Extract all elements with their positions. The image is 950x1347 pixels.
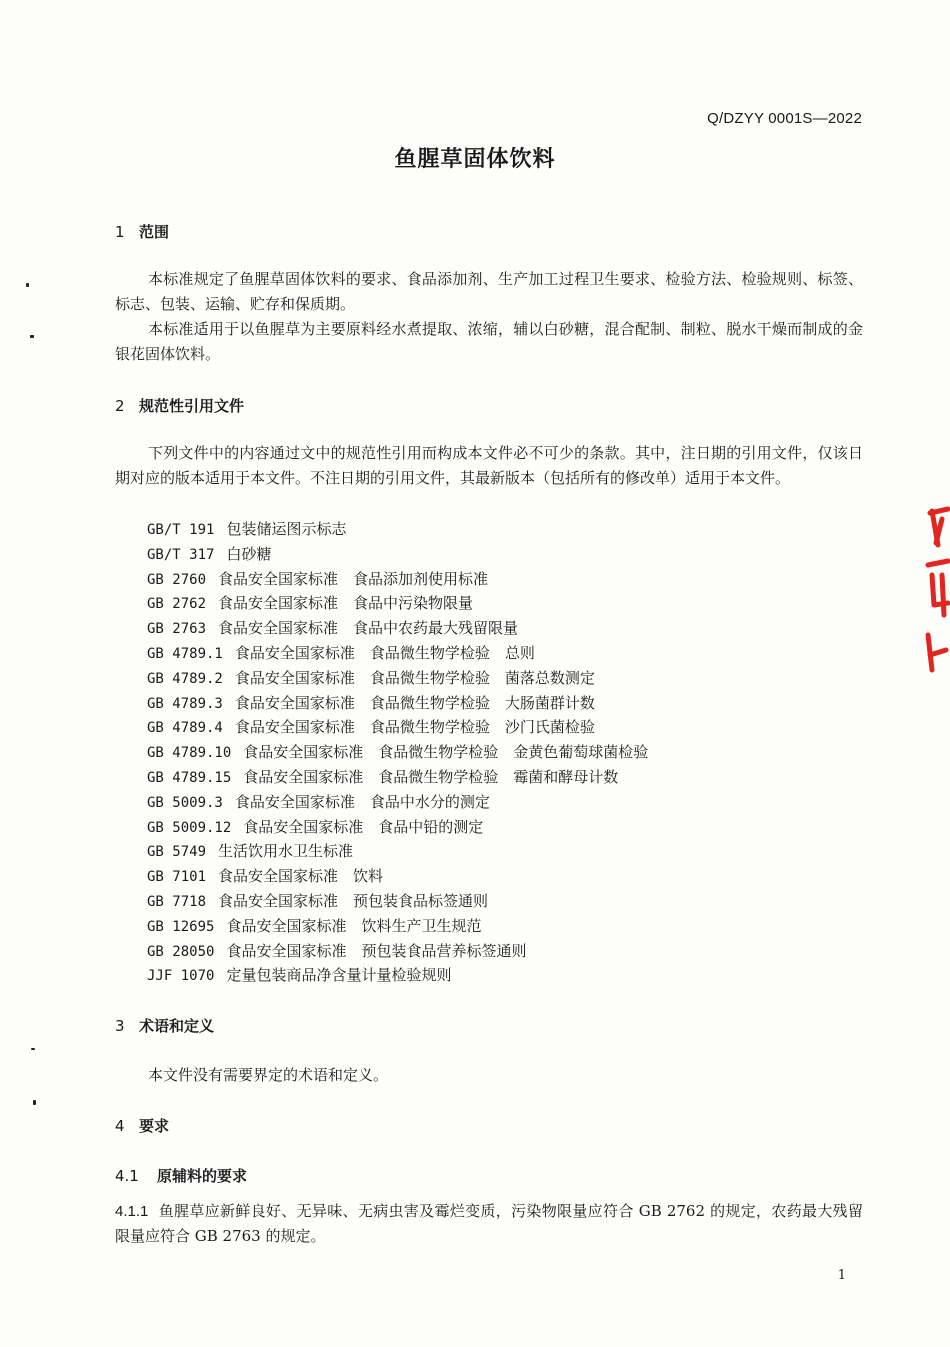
reference-code: GB 2762 — [147, 596, 207, 613]
document-title: 鱼腥草固体饮料 — [394, 147, 556, 172]
reference-item — [147, 889, 648, 914]
references-intro-paragraph: 下列文件中的内容通过文中的规范性引用而构成本文件必不可少的条款。其中，注日期的引用文件，仅该日期对应的版本适用于本文件。不注日期的引用文件，其最新版本（包括所有的修改单）适用于本文件。 — [115, 444, 863, 487]
section-number: 3 — [115, 1017, 125, 1035]
reference-title: 食品安全国家标准 食品微生物学检验 沙门氏菌检验 — [234, 718, 595, 737]
reference-item — [147, 939, 648, 964]
terms-paragraph: 本文件没有需要界定的术语和定义。 — [148, 1066, 389, 1084]
reference-item — [147, 914, 648, 939]
reference-title: 食品安全国家标准 食品微生物学检验 菌落总数测定 — [234, 668, 595, 687]
reference-title: 食品安全国家标准 饮料 — [218, 867, 384, 886]
reference-item — [147, 815, 648, 840]
subsection-heading-raw-materials — [115, 1165, 247, 1186]
reference-title: 包装储运图示标志 — [226, 520, 347, 538]
scan-speck — [30, 335, 34, 338]
clause-number: 4.1.1 — [115, 1203, 149, 1220]
reference-code: GB 2760 — [147, 571, 207, 588]
section-heading-requirements — [115, 1115, 169, 1136]
section-title: 规范性引用文件 — [139, 397, 245, 415]
clause-4-1-1 — [115, 1199, 863, 1249]
section-heading-terms — [115, 1015, 214, 1036]
reference-code: GB 12695 — [147, 918, 215, 935]
section-number: 2 — [115, 397, 125, 415]
reference-title: 食品安全国家标准 食品微生物学检验 总则 — [234, 643, 535, 662]
scope-paragraph-1: 本标准规定了鱼腥草固体饮料的要求、食品添加剂、生产加工过程卫生要求、检验方法、检验规则、标签、标志、包装、运输、贮存和保质期。 — [115, 270, 863, 313]
section-heading-normative-references — [115, 395, 244, 416]
reference-code: GB 4789.2 — [147, 670, 223, 687]
reference-code: GB 4789.15 — [147, 769, 232, 786]
reference-item — [147, 517, 648, 542]
reference-item — [147, 691, 648, 716]
document-code: Q/DZYY 0001S—2022 — [707, 110, 862, 127]
reference-code: GB 2763 — [147, 621, 207, 638]
reference-title: 食品安全国家标准 食品微生物学检验 霉菌和酵母计数 — [243, 767, 619, 786]
page-number: 1 — [837, 1268, 846, 1283]
reference-code: GB 4789.4 — [147, 720, 223, 737]
reference-title: 食品安全国家标准 食品中污染物限量 — [218, 594, 474, 613]
clause-text: 鱼腥草应新鲜良好、无异味、无病虫害及霉烂变质，污染物限量应符合 GB 2762 的规定，农药最大残留限量应符合 GB 2763 的规定。 — [115, 1202, 863, 1245]
reference-item — [147, 963, 648, 988]
reference-code: GB 7718 — [147, 893, 207, 910]
reference-code: GB/T 191 — [147, 522, 215, 538]
reference-code: GB 5009.12 — [147, 819, 232, 836]
subsection-number: 4.1 — [115, 1167, 139, 1185]
section-number: 1 — [115, 223, 125, 241]
reference-title: 定量包装商品净含量计量检验规则 — [226, 966, 452, 985]
reference-item — [147, 740, 648, 765]
reference-item — [147, 567, 648, 592]
subsection-title: 原辅料的要求 — [157, 1167, 248, 1185]
reference-code: GB 4789.10 — [147, 745, 232, 762]
reference-title: 食品安全国家标准 食品中水分的测定 — [234, 792, 490, 811]
reference-code: JJF 1070 — [147, 968, 215, 985]
reference-item — [147, 839, 648, 864]
reference-title: 食品安全国家标准 预包装食品标签通则 — [218, 891, 489, 910]
section-title: 范围 — [139, 223, 170, 241]
reference-item — [147, 616, 648, 641]
scan-speck — [33, 1100, 36, 1105]
reference-code: GB 5749 — [147, 844, 207, 861]
reference-code: GB/T 317 — [147, 546, 215, 563]
reference-item — [147, 591, 648, 616]
reference-item — [147, 666, 648, 691]
section-number: 4 — [115, 1117, 125, 1135]
reference-code: GB 4789.1 — [147, 645, 223, 662]
section-title: 要求 — [139, 1117, 170, 1135]
reference-title: 白砂糖 — [226, 544, 272, 563]
scope-paragraph-2: 本标准适用于以鱼腥草为主要原料经水煮提取、浓缩，辅以白砂糖，混合配制、制粒、脱水干燥而制成的金银花固体饮料。 — [115, 320, 863, 363]
reference-code: GB 4789.3 — [147, 695, 223, 712]
section-heading-scope — [115, 221, 169, 242]
reference-title: 食品安全国家标准 预包装食品营养标签通则 — [226, 941, 527, 960]
reference-title: 食品安全国家标准 食品中铅的测定 — [243, 817, 484, 836]
scan-speck — [31, 1048, 35, 1050]
reference-title: 食品安全国家标准 食品微生物学检验 金黄色葡萄球菌检验 — [243, 743, 649, 762]
reference-title: 食品安全国家标准 食品中农药最大残留限量 — [218, 619, 519, 638]
reference-item — [147, 864, 648, 889]
reference-list — [147, 517, 648, 988]
reference-item — [147, 715, 648, 740]
reference-item — [147, 790, 648, 815]
reference-title: 食品安全国家标准 食品微生物学检验 大肠菌群计数 — [234, 693, 595, 712]
reference-item — [147, 765, 648, 790]
reference-item — [147, 641, 648, 666]
reference-title: 食品安全国家标准 饮料生产卫生规范 — [226, 916, 482, 935]
reference-item — [147, 542, 648, 567]
reference-code: GB 28050 — [147, 943, 215, 960]
reference-code: GB 5009.3 — [147, 794, 223, 811]
reference-title: 食品安全国家标准 食品添加剂使用标准 — [218, 569, 489, 588]
reference-title: 生活饮用水卫生标准 — [218, 842, 354, 861]
scan-speck — [26, 283, 29, 287]
red-seal-stamp-fragment — [922, 505, 950, 675]
section-title: 术语和定义 — [139, 1017, 215, 1035]
reference-code: GB 7101 — [147, 869, 207, 886]
